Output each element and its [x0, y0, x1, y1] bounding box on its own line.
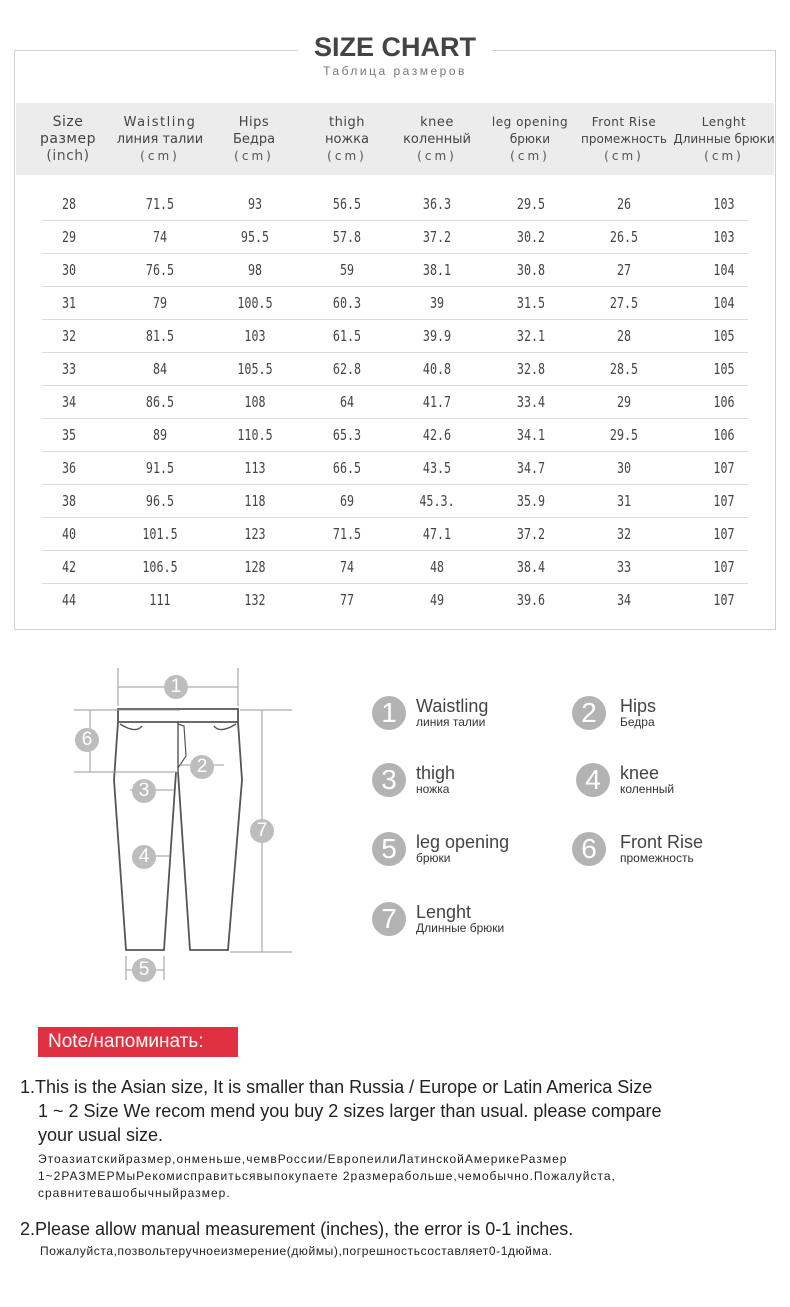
- diagram-badge-4: 4: [132, 845, 156, 869]
- diagram-badge-1: 1: [164, 675, 188, 699]
- legend-label: knee: [620, 763, 660, 783]
- table-cell: 105: [713, 327, 735, 345]
- table-cell: 103: [713, 228, 735, 246]
- table-cell: 57.8: [332, 228, 362, 246]
- table-cell: 34: [616, 591, 632, 609]
- table-row: [42, 518, 748, 551]
- header-waistling: Waistling линия талии (cm): [116, 114, 204, 163]
- legend-label: Waistling: [416, 696, 489, 716]
- table-cell: 35.9: [516, 492, 546, 510]
- table-cell: 29.5: [516, 195, 546, 213]
- table-cell: 29.5: [609, 426, 639, 444]
- table-cell: 38.1: [422, 261, 452, 279]
- table-cell: 89: [152, 426, 168, 444]
- note-1-line-3: your usual size.: [38, 1125, 164, 1145]
- legend-label: Lenght: [416, 902, 472, 922]
- table-cell: 40.8: [422, 360, 452, 378]
- table-row: [42, 584, 748, 617]
- note-2-line-1: 2.Please allow manual measurement (inches), the error is 0-1 inches.: [20, 1219, 574, 1239]
- legend-label-ru: Бедра: [620, 715, 655, 729]
- table-row: [42, 419, 748, 452]
- table-cell: 69: [339, 492, 355, 510]
- table-cell: 47.1: [422, 525, 452, 543]
- table-cell: 30: [616, 459, 632, 477]
- note-badge: Note/напоминать:: [38, 1027, 238, 1057]
- legend-number: 1: [372, 696, 406, 730]
- table-cell: 95.5: [240, 228, 270, 246]
- table-cell: 111: [149, 591, 171, 609]
- table-cell: 48: [429, 558, 445, 576]
- table-cell: 61.5: [332, 327, 362, 345]
- legend-label-ru: коленный: [620, 782, 675, 796]
- table-cell: 36: [61, 459, 77, 477]
- table-row: [42, 485, 748, 518]
- table-cell: 110.5: [237, 426, 273, 444]
- table-cell: 33.4: [516, 393, 546, 411]
- table-cell: 84: [152, 360, 168, 378]
- note-1-ru-line-1: Этоазиатскийразмер,онменьше,чемвРоссии/ЕвропеилиЛатинскойАмерикеРазмер: [38, 1152, 568, 1166]
- table-cell: 35: [61, 426, 77, 444]
- header-size: Size размер (inch): [40, 113, 96, 164]
- table-row: [42, 386, 748, 419]
- table-cell: 66.5: [332, 459, 362, 477]
- note-1-ru-line-2: 1~2РАЗМЕРМыРекомисправитьсявыпокупаете 2размерабольше,чемобычно.Пожалуйста,: [38, 1169, 616, 1183]
- legend-label-ru: ножка: [416, 782, 450, 796]
- table-cell: 77: [339, 591, 355, 609]
- table-cell: 71.5: [145, 195, 175, 213]
- table-cell: 107: [713, 558, 735, 576]
- table-cell: 128: [244, 558, 266, 576]
- pants-diagram: [60, 660, 300, 990]
- table-cell: 100.5: [237, 294, 273, 312]
- table-cell: 132: [244, 591, 266, 609]
- header-knee: knee коленный (cm): [403, 114, 471, 163]
- table-cell: 38.4: [516, 558, 546, 576]
- table-cell: 96.5: [145, 492, 175, 510]
- legend-label: Front Rise: [620, 832, 704, 852]
- header-thigh: thigh ножка (cm): [325, 114, 369, 163]
- table-cell: 39.9: [422, 327, 452, 345]
- table-cell: 42.6: [422, 426, 452, 444]
- table-cell: 64: [339, 393, 355, 411]
- table-row: [42, 452, 748, 485]
- table-cell: 26: [616, 195, 632, 213]
- table-row: [42, 188, 748, 221]
- table-cell: 106.5: [142, 558, 178, 576]
- table-cell: 44: [61, 591, 77, 609]
- note-1-line-1: 1.This is the Asian size, It is smaller than Russia / Europe or Latin America Size: [20, 1077, 653, 1097]
- table-cell: 36.3: [422, 195, 452, 213]
- page-title: SIZE CHART: [314, 32, 476, 62]
- legend-number: 3: [372, 763, 406, 797]
- diagram-badge-5: 5: [132, 958, 156, 982]
- note-1-ru-line-3: сравнитевашобычныйразмер.: [38, 1186, 231, 1200]
- table-cell: 81.5: [145, 327, 175, 345]
- legend-number: 2: [572, 696, 606, 730]
- legend-label: Hips: [620, 696, 657, 716]
- table-cell: 28.5: [609, 360, 639, 378]
- table-cell: 33: [61, 360, 77, 378]
- note-2-ru-line-1: Пожалуйста,позвольтеручноеизмерение(дюймы),погрешностьсоставляет0-1дюйма.: [40, 1244, 553, 1258]
- table-cell: 32.8: [516, 360, 546, 378]
- legend-number: 5: [372, 832, 406, 866]
- table-cell: 60.3: [332, 294, 362, 312]
- legend-number: 6: [572, 832, 606, 866]
- legend-label-ru: брюки: [416, 851, 451, 865]
- table-cell: 42: [61, 558, 77, 576]
- table-cell: 118: [244, 492, 266, 510]
- legend-label-ru: Длинные брюки: [416, 921, 505, 935]
- page-subtitle: Таблица размеров: [323, 64, 467, 78]
- table-cell: 79: [152, 294, 168, 312]
- table-row: [42, 221, 748, 254]
- table-cell: 106: [713, 426, 735, 444]
- table-cell: 105: [713, 360, 735, 378]
- table-row: [42, 320, 748, 353]
- header-length: Lenght Длинные брюки (cm): [673, 114, 775, 163]
- table-cell: 62.8: [332, 360, 362, 378]
- table-cell: 30.2: [516, 228, 546, 246]
- table-cell: 103: [244, 327, 266, 345]
- table-cell: 49: [429, 591, 445, 609]
- table-cell: 86.5: [145, 393, 175, 411]
- table-cell: 39: [429, 294, 445, 312]
- table-cell: 29: [61, 228, 77, 246]
- table-cell: 30: [61, 261, 77, 279]
- diagram-badge-7: 7: [250, 819, 274, 843]
- size-chart-title-block: [0, 30, 790, 80]
- table-cell: 28: [61, 195, 77, 213]
- note-1-line-2: 1 ~ 2 Size We recom mend you buy 2 sizes larger than usual. please compare: [38, 1101, 662, 1121]
- table-cell: 30.8: [516, 261, 546, 279]
- diagram-badge-6: 6: [75, 728, 99, 752]
- table-cell: 28: [616, 327, 632, 345]
- table-row: [42, 287, 748, 320]
- table-cell: 107: [713, 591, 735, 609]
- table-cell: 104: [713, 261, 735, 279]
- table-cell: 38: [61, 492, 77, 510]
- table-cell: 34: [61, 393, 77, 411]
- table-cell: 103: [713, 195, 735, 213]
- table-cell: 107: [713, 525, 735, 543]
- table-cell: 113: [244, 459, 266, 477]
- legend-label-ru: промежность: [620, 851, 694, 865]
- table-cell: 91.5: [145, 459, 175, 477]
- table-cell: 101.5: [142, 525, 178, 543]
- header-front-rise: Front Rise промежность (cm): [581, 114, 667, 163]
- table-cell: 34.1: [516, 426, 546, 444]
- diagram-badge-3: 3: [132, 779, 156, 803]
- table-cell: 33: [616, 558, 632, 576]
- header-leg-opening: leg opening брюки (cm): [491, 114, 569, 163]
- legend-label-ru: линия талии: [416, 715, 486, 729]
- table-cell: 74: [339, 558, 355, 576]
- table-cell: 76.5: [145, 261, 175, 279]
- table-cell: 45.3.: [419, 492, 455, 510]
- table-cell: 31: [616, 492, 632, 510]
- table-cell: 105.5: [237, 360, 273, 378]
- table-cell: 104: [713, 294, 735, 312]
- table-cell: 41.7: [422, 393, 452, 411]
- table-cell: 37.2: [422, 228, 452, 246]
- table-cell: 98: [247, 261, 263, 279]
- table-cell: 39.6: [516, 591, 546, 609]
- table-cell: 65.3: [332, 426, 362, 444]
- table-cell: 106: [713, 393, 735, 411]
- table-cell: 31.5: [516, 294, 546, 312]
- legend-label: thigh: [416, 763, 456, 783]
- table-cell: 37.2: [516, 525, 546, 543]
- header-hips: Hips Бедра (cm): [232, 114, 276, 163]
- table-cell: 32: [616, 525, 632, 543]
- table-cell: 34.7: [516, 459, 546, 477]
- table-cell: 107: [713, 459, 735, 477]
- table-cell: 56.5: [332, 195, 362, 213]
- table-cell: 26.5: [609, 228, 639, 246]
- table-cell: 123: [244, 525, 266, 543]
- diagram-badge-2: 2: [190, 755, 214, 779]
- table-cell: 29: [616, 393, 632, 411]
- table-cell: 108: [244, 393, 266, 411]
- legend-label: leg opening: [416, 832, 510, 852]
- table-cell: 93: [247, 195, 263, 213]
- table-cell: 32: [61, 327, 77, 345]
- table-cell: 74: [152, 228, 168, 246]
- table-cell: 71.5: [332, 525, 362, 543]
- table-row: [42, 551, 748, 584]
- table-cell: 31: [61, 294, 77, 312]
- legend-number: 4: [576, 763, 610, 797]
- table-cell: 27.5: [609, 294, 639, 312]
- table-cell: 43.5: [422, 459, 452, 477]
- legend-number: 7: [372, 902, 406, 936]
- table-cell: 27: [616, 261, 632, 279]
- table-cell: 40: [61, 525, 77, 543]
- table-cell: 107: [713, 492, 735, 510]
- table-row: [42, 254, 748, 287]
- table-cell: 59: [339, 261, 355, 279]
- table-cell: 32.1: [516, 327, 546, 345]
- table-row: [42, 353, 748, 386]
